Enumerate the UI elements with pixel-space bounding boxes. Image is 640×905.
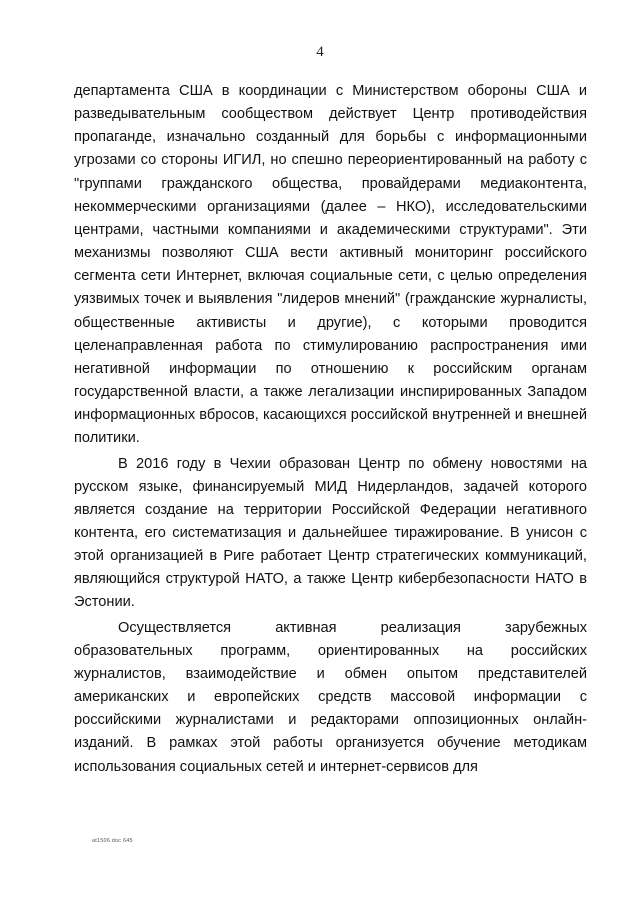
paragraph-education-programs: Осуществляется активная реализация зарубежных образовательных программ, ориентированных на российских журналистов, взаимодействие и обмен опытом представителей американских и европейских средств массовой информации с российскими журналистами и редакторами оппозиционных онлайн-изданий. В рамках этой работы организуется обучение методикам использования социальных сетей и интернет-сервисов для [74,619,587,775]
footer-document-code: at1506.doc 645 [92,838,133,844]
page-number: 4 [316,44,324,60]
document-body [74,80,587,779]
paragraph-continuation: департамента США в координации с Министерством обороны США и разведывательным сообществом действует Центр противодействия пропаганде, изначально созданный для борьбы с информационными угрозами со стороны ИГИЛ, но спешно переориентированный на работу с "группами гражданского общества, провайдерами медиаконтента, некоммерческими организациями (далее – НКО), исследовательскими центрами, частными компаниями и академическими структурами". Эти механизмы позволяют США вести активный мониторинг российского сегмента сети Интернет, включая социальные сети, с целью определения уязвимых точек и выявления "лидеров мнений" (гражданские журналисты, общественные активисты и другие), с которыми проводится целенаправленная работа по стимулированию распространения ими негативной информации по отношению к российским органам государственной власти, а также легализации инспирированных Западом информационных вбросов, касающихся российской внутренней и внешней политики. [74,83,587,447]
paragraph-prague-center: В 2016 году в Чехии образован Центр по обмену новостями на русском языке, финансируемый МИД Нидерландов, задачей которого является создание на территории Российской Федерации негативного контента, его систематизация и дальнейшее тиражирование. В унисон с этой организацией в Риге работает Центр стратегических коммуникаций, являющийся структурой НАТО, а также Центр кибербезопасности НАТО в Эстонии. [74,455,587,611]
